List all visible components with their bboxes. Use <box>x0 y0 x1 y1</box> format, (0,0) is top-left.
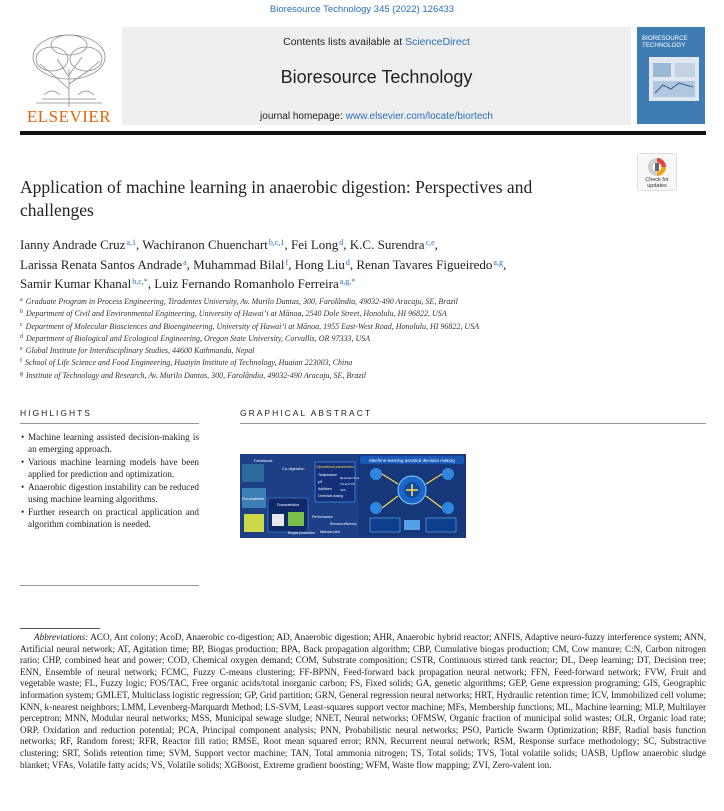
graphical-abstract-heading: GRAPHICAL ABSTRACT <box>240 408 373 418</box>
affiliation-text: Department of Civil and Environmental Engineering, University of Hawai’i at Mānoa, 2540 Dole Street, Honolulu, HI 96822, USA <box>26 309 447 319</box>
author-affiliation-marker[interactable]: f <box>285 257 289 267</box>
affiliation <box>20 344 710 356</box>
author-affiliation-marker[interactable]: a,g <box>493 257 503 267</box>
ga-label: Co-digestion <box>282 466 305 471</box>
author-separator: , <box>349 256 357 272</box>
author[interactable] <box>356 257 506 272</box>
cover-title <box>642 35 702 49</box>
affiliation-text: Graduate Program in Process Engineering, Tiradentes University, Av. Murilo Dantas, 300, Farolândia, 49032-490 Aracaju, SE, Brazil <box>25 297 458 306</box>
elsevier-tree-icon <box>22 29 116 109</box>
author-affiliation-marker[interactable]: d <box>345 257 350 267</box>
author-name[interactable]: K.C. Surendra <box>349 237 425 252</box>
author[interactable] <box>142 237 291 252</box>
affiliation <box>20 332 710 344</box>
ga-label: Pre-treatment <box>242 497 264 501</box>
ga-label: VFA <box>340 488 346 492</box>
highlights-rule <box>20 423 199 424</box>
elsevier-logo[interactable] <box>20 27 118 127</box>
author-name[interactable]: Larissa Renata Santos Andrade <box>20 256 183 272</box>
ga-label: Chemical dosing <box>318 494 344 498</box>
header-rule <box>20 131 706 135</box>
affiliation <box>20 320 710 332</box>
graphical-abstract-figure <box>240 454 466 538</box>
author-affiliation-marker[interactable]: d <box>339 238 344 247</box>
ga-label: Temperature <box>318 473 338 477</box>
affiliation-text: Department of Molecular Biosciences and Bioengineering, University of Hawai’i at Mānoa, 1955 East-West Road, Honolulu, HI 96822, USA <box>25 321 480 331</box>
author-name[interactable]: Luiz Fernando Romanholo Ferreira <box>154 276 339 291</box>
ga-label: Feedstock <box>254 458 273 463</box>
ga-label: Performance <box>312 515 333 519</box>
author[interactable] <box>20 276 154 291</box>
author-name[interactable]: Hong Liu <box>294 256 345 272</box>
cover-title-line-2: TECHNOLOGY <box>642 42 686 49</box>
sciencedirect-link[interactable]: ScienceDirect <box>405 36 470 48</box>
highlights-heading: HIGHLIGHTS <box>20 408 92 418</box>
graphical-abstract-image[interactable] <box>240 454 466 538</box>
homepage-line <box>122 111 631 122</box>
affiliation <box>20 307 710 319</box>
author-name[interactable]: Wachiranon Chuenchart <box>142 237 268 252</box>
ga-label: Biogas production <box>288 531 316 535</box>
author-separator: , <box>502 256 507 272</box>
affiliation-key: c <box>20 321 23 328</box>
elsevier-wordmark: ELSEVIER <box>26 107 112 126</box>
contents-line <box>122 36 631 48</box>
author-separator: , <box>284 237 291 252</box>
affiliation-list <box>20 295 710 381</box>
author[interactable] <box>193 257 295 272</box>
homepage-prefix: journal homepage: <box>260 111 346 122</box>
author[interactable] <box>20 257 193 272</box>
author[interactable] <box>350 237 438 252</box>
author-name[interactable]: Fei Long <box>290 237 339 252</box>
cover-figure-icon <box>649 57 699 101</box>
ga-label: pH <box>318 480 323 484</box>
affiliation-key: d <box>20 333 23 340</box>
author-name[interactable]: Renan Tavares Figueiredo <box>356 256 493 272</box>
affiliation-key: a <box>20 297 23 303</box>
abbreviations-footnote <box>20 632 706 771</box>
author-list <box>20 234 710 293</box>
crossmark-line-1: Check for <box>645 177 669 183</box>
graphical-abstract-rule <box>240 423 706 424</box>
homepage-link[interactable]: www.elsevier.com/locate/biortech <box>345 111 493 122</box>
author[interactable] <box>20 237 142 252</box>
article-title: Application of machine learning in anaerobic digestion: Perspectives and challenges <box>20 177 533 220</box>
journal-title[interactable]: Bioresource Technology <box>280 67 473 87</box>
ga-label: Additives <box>318 487 332 491</box>
affiliation-key: g <box>20 370 23 377</box>
journal-cover[interactable] <box>637 27 705 124</box>
journal-header <box>20 27 706 127</box>
author-name[interactable]: Ianny Andrade Cruz <box>20 237 126 252</box>
author-affiliation-marker[interactable]: a,1 <box>126 238 136 247</box>
highlights-bottom-rule <box>20 585 199 586</box>
author[interactable] <box>291 237 350 252</box>
abbreviations-label: Abbreviations: <box>34 632 89 642</box>
author-affiliation-marker[interactable]: b,c,* <box>132 277 148 286</box>
author-separator: , <box>135 237 143 252</box>
crossmark-line-2: updates <box>647 183 667 189</box>
affiliation-text: Department of Biological and Ecological Engineering, Oregon State University, Corvallis, OR 97333, USA <box>26 333 371 343</box>
abbreviations-text: ACO, Ant colony; AcoD, Anaerobic co-digestion; AD, Anaerobic digestion; AHR, Anaerobic hybrid reactor; ANFIS, Adaptive neuro-fuzzy interference system; ANN, Artificial neural network; AT, Agitation time; BP, Biogas production; BPA, Back propagation algorithm; CBP, Cumulative biogas production; CM, Cow manure; C:N, Carbon nitrogen ratio; CHP, combined heat and power; COD, Chemical oxygen demand; COM, Substrate composition; CSTR, Continuous stirred tank reactor; DL, Deep learning; DT, Decision tree; ENN, Ensemble of neural network; FCMC, Fuzzy C-means clustering; FF-BPNN, Feed-forward back propagation neural network; FFN, Feed-forward network; FVW, Fruit and vegetable waste; FL, Fuzzy logic; FOS/TAC, Free organic acids/total inorganic carbon; FS, Fixed solids; GA, genetic algorithms; GEP, Gene expression programing; GIS, Geographic information system; GMLET, Multiclass logistic regression; GP, Grid partition; GRN, General regression neural networks; HRT, Hydraulic retention time; ICV, Immobilized cell volume; KNN, k-nearest neighbors; LMM, Levenberg-Marquardt Method; LS-SVM, Least-squares support vector machine; MFs, Membership functions; ML, Machine learning; MLP, Multilayer perceptron; MNN, Modular neural networks; MSS, Municipal sewage sludge; NNET, Neural networks; OFMSW, Organic fraction of municipal solid wastes; OLR, Organic load rate; ORP, Oxidation and reduction potential; PCA, Principal component analysis; PNN, Probabilistic neural networks; PSO, Particle Swarm Optimization; RBF, Radial basis function networks; RF, Random forest; RFR, Reactor fill ratio; RMSE, Root mean squared error; RNN, Recurrent neural network; RSM, Response surface methodology; SC, Substractive clustering; SRT, Solids retention time; SVM, Support vector machine; TAN, Total ammonia nitrogen; TS, Total solids; TVS, Total volatile solids; UASB, Upflow anaerobic sludge blanket; VFAs, Volatile fatty acids; VS, Volatile solids; XGBoost, Extreme gradient boosting; WFM, Waste flow mapping; ZVI, Zero-valent ion. <box>20 632 706 770</box>
ga-label: TS and VS <box>340 482 355 486</box>
affiliation-text: Institute of Technology and Research, Av. Murilo Dantas, 300, Farolândia, 49032-490 Aracaju, SE, Brazil <box>26 370 366 380</box>
author-name[interactable]: Samir Kumar Khanal <box>20 276 132 291</box>
highlight-item: • Various machine learning models have been applied for prediction and optimization. <box>21 457 199 480</box>
affiliation-key: e <box>20 346 23 353</box>
affiliation-key: f <box>20 358 22 365</box>
author-name[interactable]: Muhammad Bilal <box>193 256 285 272</box>
ga-header-text: Machine learning assisted decision making <box>369 458 455 463</box>
author-separator: , <box>343 237 350 252</box>
author[interactable] <box>154 276 355 291</box>
author-separator: , <box>147 276 155 291</box>
affiliation-key: b <box>20 309 23 316</box>
highlights-list <box>21 432 199 532</box>
crossmark-icon <box>647 157 667 177</box>
highlight-item: • Anaerobic digestion instability can be reduced using machine learning algorithms. <box>21 482 199 505</box>
masthead <box>122 27 631 125</box>
author[interactable] <box>295 257 357 272</box>
author-separator: , <box>434 237 438 252</box>
author-separator: , <box>288 256 295 272</box>
ga-label: Characteristics <box>276 503 300 507</box>
ga-label: Methane yield <box>320 530 340 534</box>
author-affiliation-marker[interactable]: a,g,* <box>339 277 356 286</box>
ga-label: Retention time <box>340 476 360 480</box>
cover-image <box>649 57 699 101</box>
contents-prefix: Contents lists available at <box>283 36 406 48</box>
author-affiliation-marker[interactable]: c,e <box>425 238 435 247</box>
footnote-rule <box>20 628 100 629</box>
affiliation <box>20 369 710 381</box>
ga-label: Operational parameters <box>316 465 354 469</box>
author-affiliation-marker[interactable]: b,c,1 <box>268 238 285 247</box>
crossmark-text <box>638 177 676 189</box>
check-for-updates-badge[interactable] <box>637 153 677 191</box>
affiliation-text: Global Institute for Interdisciplinary Studies, 44600 Kathmandu, Nepal <box>25 346 255 356</box>
affiliation-text: School of Life Science and Food Engineering, Huaiyin Institute of Technology, Huaian 223003, China <box>25 358 353 368</box>
ga-label: Removal efficiency <box>330 522 357 526</box>
affiliation <box>20 295 710 307</box>
highlight-item: • Further research on practical application and algorithm combination is needed. <box>21 507 199 530</box>
author-separator: , <box>186 256 194 272</box>
affiliation <box>20 356 710 368</box>
cover-title-line-1: BIORESOURCE <box>642 35 688 42</box>
author-affiliation-marker[interactable]: a <box>183 257 187 267</box>
journal-citation[interactable]: Bioresource Technology 345 (2022) 126433 <box>269 4 455 15</box>
highlight-item: • Machine learning assisted decision-making is an emerging approach. <box>21 432 199 455</box>
